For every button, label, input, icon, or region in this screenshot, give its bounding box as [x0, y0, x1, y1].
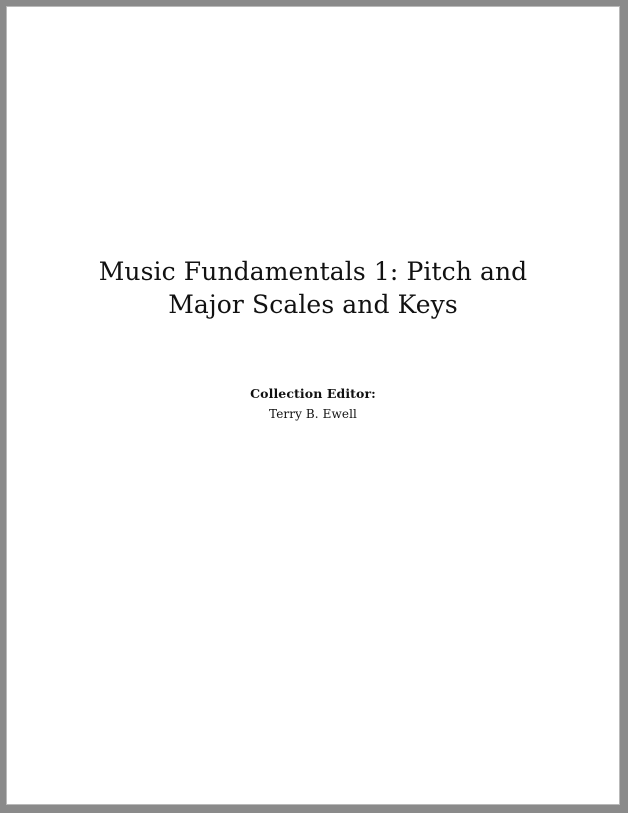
editor-role-label: Collection Editor: — [250, 386, 376, 401]
document-page — [6, 6, 620, 805]
editor-name: Terry B. Ewell — [269, 407, 357, 421]
title-block — [7, 255, 619, 321]
page-title: Music Fundamentals 1: Pitch and Major Scales and Keys — [98, 257, 528, 319]
editor-block — [7, 386, 619, 421]
